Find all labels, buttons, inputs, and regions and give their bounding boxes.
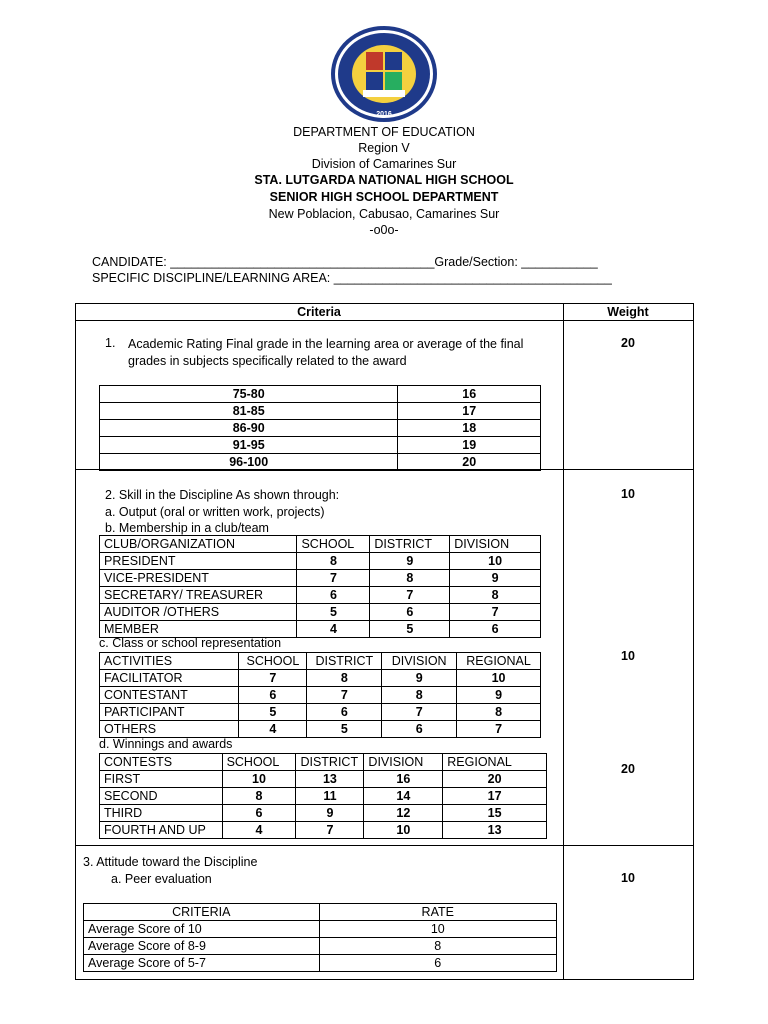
row-value: 7 — [297, 570, 370, 587]
row-value: 4 — [222, 822, 296, 839]
table-row — [100, 437, 541, 454]
row-value: 19 — [398, 437, 541, 454]
row-label: AUDITOR /OTHERS — [100, 604, 297, 621]
row-label: PARTICIPANT — [100, 704, 239, 721]
row-value: 17 — [443, 788, 547, 805]
region: Region V — [358, 141, 410, 155]
section2-weight-c: 10 — [621, 649, 635, 663]
table-row — [100, 386, 541, 403]
table-row — [100, 788, 547, 805]
division: Division of Camarines Sur — [311, 157, 457, 171]
row-value: 8 — [382, 687, 457, 704]
row-value: 9 — [457, 687, 541, 704]
section3-weight: 10 — [621, 871, 635, 885]
row-label: Average Score of 10 — [84, 921, 320, 938]
row-value: 10 — [222, 771, 296, 788]
row-label: FIRST — [100, 771, 223, 788]
table-header-row — [84, 904, 557, 921]
row-value: 12 — [364, 805, 443, 822]
table-header-row — [100, 754, 547, 771]
row-label: 96-100 — [100, 454, 398, 471]
header-cell: CONTESTS — [100, 754, 223, 771]
header-cell: REGIONAL — [443, 754, 547, 771]
row-value: 8 — [370, 570, 450, 587]
table-row — [100, 553, 541, 570]
table-row — [100, 822, 547, 839]
table-row — [100, 721, 541, 738]
row-value: 13 — [443, 822, 547, 839]
section2-weight-d: 20 — [621, 762, 635, 776]
row-label: OTHERS — [100, 721, 239, 738]
header-cell: ACTIVITIES — [100, 653, 239, 670]
row-value: 20 — [398, 454, 541, 471]
header-cell: CLUB/ORGANIZATION — [100, 536, 297, 553]
row-value: 4 — [239, 721, 307, 738]
grade-table — [99, 385, 541, 471]
header-cell: SCHOOL — [239, 653, 307, 670]
row-value: 20 — [443, 771, 547, 788]
table-header-row — [100, 653, 541, 670]
row-value: 7 — [296, 822, 364, 839]
table-row — [100, 805, 547, 822]
section2-sub-c: c. Class or school representation — [99, 636, 282, 650]
row-value: 9 — [450, 570, 541, 587]
row-value: 6 — [450, 621, 541, 638]
header-cell: REGIONAL — [457, 653, 541, 670]
row-label: VICE-PRESIDENT — [100, 570, 297, 587]
header-cell: CRITERIA — [84, 904, 320, 921]
grade-section-field[interactable]: Grade/Section: ___________ — [434, 255, 598, 269]
row-label: PRESIDENT — [100, 553, 297, 570]
row-value: 5 — [370, 621, 450, 638]
header-cell: DIVISION — [364, 754, 443, 771]
row-label: Average Score of 8-9 — [84, 938, 320, 955]
department-name: SENIOR HIGH SCHOOL DEPARTMENT — [269, 190, 499, 204]
table-row — [84, 955, 557, 972]
school-name: STA. LUTGARDA NATIONAL HIGH SCHOOL — [254, 173, 514, 187]
row-label: 81-85 — [100, 403, 398, 420]
row-label: 91-95 — [100, 437, 398, 454]
row-value: 5 — [239, 704, 307, 721]
section2-text: 2. Skill in the Discipline As shown through: a. Output (oral or written work, projects) b. Membership in a club/team — [105, 488, 340, 535]
row-value: 4 — [297, 621, 370, 638]
header-cell: SCHOOL — [297, 536, 370, 553]
row-value: 13 — [296, 771, 364, 788]
row-value: 6 — [297, 587, 370, 604]
table-row — [100, 420, 541, 437]
row-value: 6 — [382, 721, 457, 738]
row-value: 6 — [319, 955, 556, 972]
candidate-field[interactable]: CANDIDATE: ______________________________________Grade/Section: ___________ — [92, 255, 598, 269]
row-value: 8 — [457, 704, 541, 721]
row-label: FACILITATOR — [100, 670, 239, 687]
header-cell: RATE — [319, 904, 556, 921]
table-row — [100, 587, 541, 604]
row-value: 7 — [239, 670, 307, 687]
row-value: 6 — [239, 687, 307, 704]
section1-text: Academic Rating Final grade in the learning area or average of the final grades in subjects specifically related to the award — [128, 337, 524, 368]
table-row — [100, 403, 541, 420]
table-row — [100, 454, 541, 471]
row-value: 5 — [307, 721, 382, 738]
row-value: 14 — [364, 788, 443, 805]
table-row — [100, 570, 541, 587]
section1-weight: 20 — [621, 336, 635, 350]
row-value: 10 — [364, 822, 443, 839]
row-label: MEMBER — [100, 621, 297, 638]
row-value: 7 — [370, 587, 450, 604]
row-value: 9 — [370, 553, 450, 570]
row-value: 5 — [297, 604, 370, 621]
row-label: SECRETARY/ TREASURER — [100, 587, 297, 604]
row-value: 8 — [319, 938, 556, 955]
section2-sub-d: d. Winnings and awards — [99, 737, 233, 751]
table-row — [100, 621, 541, 638]
separator: -o0o- — [369, 223, 399, 237]
row-value: 9 — [296, 805, 364, 822]
col-weight-header: Weight — [607, 305, 649, 319]
row-value: 8 — [307, 670, 382, 687]
section3-sub-a: a. Peer evaluation — [111, 872, 212, 886]
club-table — [99, 535, 541, 638]
contests-table — [99, 753, 547, 839]
section3-title: 3. Attitude toward the Discipline — [83, 855, 258, 869]
row-value: 6 — [222, 805, 296, 822]
header-cell: DISTRICT — [307, 653, 382, 670]
header-cell: DIVISION — [450, 536, 541, 553]
row-value: 10 — [319, 921, 556, 938]
row-value: 16 — [398, 386, 541, 403]
table-row — [84, 921, 557, 938]
row-label: 75-80 — [100, 386, 398, 403]
row-value: 8 — [222, 788, 296, 805]
header-cell: SCHOOL — [222, 754, 296, 771]
row-value: 7 — [307, 687, 382, 704]
row-label: CONTESTANT — [100, 687, 239, 704]
row-value: 15 — [443, 805, 547, 822]
row-value: 8 — [450, 587, 541, 604]
table-row — [100, 687, 541, 704]
row-label: 86-90 — [100, 420, 398, 437]
row-value: 10 — [450, 553, 541, 570]
dept-name: DEPARTMENT OF EDUCATION — [293, 125, 475, 139]
peer-table — [83, 903, 557, 972]
row-value: 16 — [364, 771, 443, 788]
school-seal-logo — [329, 24, 439, 124]
discipline-field[interactable]: SPECIFIC DISCIPLINE/LEARNING AREA: ________________________________________ — [92, 271, 612, 285]
header-cell: DISTRICT — [296, 754, 364, 771]
table-row — [100, 670, 541, 687]
section2-weight-a: 10 — [621, 487, 635, 501]
row-value: 7 — [382, 704, 457, 721]
row-value: 11 — [296, 788, 364, 805]
header-cell: DIVISION — [382, 653, 457, 670]
row-value: 6 — [307, 704, 382, 721]
row-value: 7 — [450, 604, 541, 621]
col-criteria-header: Criteria — [297, 305, 341, 319]
row-value: 17 — [398, 403, 541, 420]
row-label: FOURTH AND UP — [100, 822, 223, 839]
address: New Poblacion, Cabusao, Camarines Sur — [268, 207, 500, 221]
table-header-row — [100, 536, 541, 553]
row-value: 18 — [398, 420, 541, 437]
table-row — [100, 604, 541, 621]
row-label: THIRD — [100, 805, 223, 822]
section1-number: 1. — [105, 336, 116, 350]
table-row — [100, 771, 547, 788]
row-value: 6 — [370, 604, 450, 621]
row-value: 8 — [297, 553, 370, 570]
table-row — [84, 938, 557, 955]
row-value: 7 — [457, 721, 541, 738]
activities-table — [99, 652, 541, 738]
row-value: 10 — [457, 670, 541, 687]
row-label: SECOND — [100, 788, 223, 805]
row-label: Average Score of 5-7 — [84, 955, 320, 972]
table-row — [100, 704, 541, 721]
header-cell: DISTRICT — [370, 536, 450, 553]
row-value: 9 — [382, 670, 457, 687]
svg-text:2016: 2016 — [376, 111, 392, 118]
